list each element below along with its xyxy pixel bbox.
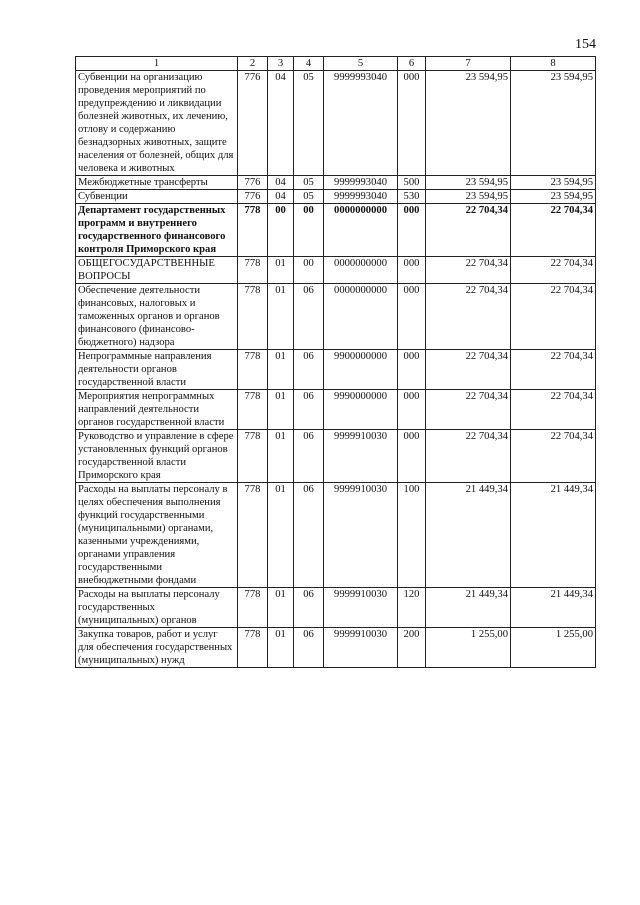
- row-amount-col7: 1 255,00: [426, 628, 511, 668]
- row-ministry-code: 778: [238, 628, 268, 668]
- row-name: Расходы на выплаты персоналу государственных (муниципальных) органов: [76, 588, 238, 628]
- row-ministry-code: 778: [238, 483, 268, 588]
- row-name: Обеспечение деятельности финансовых, налоговых и таможенных органов и органов финансового (финансово-бюджетного) надзора: [76, 284, 238, 350]
- header-cell-2: 2: [238, 57, 268, 71]
- header-cell-6: 6: [398, 57, 426, 71]
- header-cell-8: 8: [511, 57, 596, 71]
- row-target-code: 9999993040: [324, 71, 398, 176]
- row-subsection-code: 05: [294, 176, 324, 190]
- row-expense-type: 000: [398, 390, 426, 430]
- row-subsection-code: 00: [294, 204, 324, 257]
- row-expense-type: 000: [398, 284, 426, 350]
- row-subsection-code: 06: [294, 588, 324, 628]
- table-row: [76, 390, 596, 430]
- table-row: [76, 190, 596, 204]
- row-amount-col8: 1 255,00: [511, 628, 596, 668]
- row-section-code: 01: [268, 257, 294, 284]
- row-expense-type: 200: [398, 628, 426, 668]
- row-subsection-code: 00: [294, 257, 324, 284]
- header-cell-4: 4: [294, 57, 324, 71]
- row-expense-type: 530: [398, 190, 426, 204]
- row-expense-type: 100: [398, 483, 426, 588]
- row-section-code: 01: [268, 284, 294, 350]
- row-ministry-code: 778: [238, 284, 268, 350]
- row-amount-col7: 22 704,34: [426, 204, 511, 257]
- row-amount-col8: 22 704,34: [511, 350, 596, 390]
- row-ministry-code: 778: [238, 204, 268, 257]
- row-name: ОБЩЕГОСУДАРСТВЕННЫЕ ВОПРОСЫ: [76, 257, 238, 284]
- header-cell-5: 5: [324, 57, 398, 71]
- row-name: Руководство и управление в сфере установленных функций органов государственной власти Приморского края: [76, 430, 238, 483]
- row-amount-col7: 22 704,34: [426, 430, 511, 483]
- row-amount-col8: 23 594,95: [511, 71, 596, 176]
- row-section-code: 00: [268, 204, 294, 257]
- row-subsection-code: 06: [294, 483, 324, 588]
- table-row: [76, 257, 596, 284]
- row-name: Субвенции: [76, 190, 238, 204]
- row-amount-col7: 23 594,95: [426, 190, 511, 204]
- row-target-code: 9999993040: [324, 190, 398, 204]
- table-row: [76, 350, 596, 390]
- row-section-code: 01: [268, 430, 294, 483]
- row-amount-col7: 22 704,34: [426, 350, 511, 390]
- row-section-code: 04: [268, 71, 294, 176]
- table-row: [76, 628, 596, 668]
- row-section-code: 01: [268, 390, 294, 430]
- row-amount-col7: 23 594,95: [426, 71, 511, 176]
- header-cell-3: 3: [268, 57, 294, 71]
- row-amount-col8: 23 594,95: [511, 190, 596, 204]
- row-section-code: 01: [268, 628, 294, 668]
- row-amount-col7: 22 704,34: [426, 257, 511, 284]
- row-target-code: 9999910030: [324, 483, 398, 588]
- row-ministry-code: 778: [238, 588, 268, 628]
- row-amount-col8: 22 704,34: [511, 204, 596, 257]
- row-subsection-code: 05: [294, 190, 324, 204]
- row-ministry-code: 778: [238, 350, 268, 390]
- row-name: Непрограммные направления деятельности органов государственной власти: [76, 350, 238, 390]
- table-row: [76, 204, 596, 257]
- row-target-code: 0000000000: [324, 257, 398, 284]
- row-amount-col7: 22 704,34: [426, 390, 511, 430]
- row-subsection-code: 06: [294, 390, 324, 430]
- row-section-code: 04: [268, 176, 294, 190]
- row-name: Расходы на выплаты персоналу в целях обеспечения выполнения функций государственными (муниципальными) органами, казенными учреждениями, органами управления государственными внебюджетными фондами: [76, 483, 238, 588]
- header-cell-7: 7: [426, 57, 511, 71]
- row-target-code: 9999910030: [324, 430, 398, 483]
- row-section-code: 04: [268, 190, 294, 204]
- table-row: [76, 71, 596, 176]
- table-row: [76, 176, 596, 190]
- row-amount-col7: 22 704,34: [426, 284, 511, 350]
- row-name: Межбюджетные трансферты: [76, 176, 238, 190]
- row-amount-col8: 22 704,34: [511, 284, 596, 350]
- row-amount-col8: 22 704,34: [511, 257, 596, 284]
- row-amount-col8: 23 594,95: [511, 176, 596, 190]
- table-row: [76, 588, 596, 628]
- row-target-code: 0000000000: [324, 284, 398, 350]
- row-ministry-code: 776: [238, 71, 268, 176]
- row-name: Субвенции на организацию проведения мероприятий по предупреждению и ликвидации болезней животных, их лечению, отлову и содержанию безнадзорных животных, защите населения от болезней, общих для человека и животных: [76, 71, 238, 176]
- row-subsection-code: 06: [294, 284, 324, 350]
- table-body: [76, 71, 596, 668]
- row-ministry-code: 778: [238, 430, 268, 483]
- row-amount-col8: 21 449,34: [511, 588, 596, 628]
- row-subsection-code: 05: [294, 71, 324, 176]
- row-target-code: 0000000000: [324, 204, 398, 257]
- table-row: [76, 284, 596, 350]
- row-ministry-code: 776: [238, 190, 268, 204]
- row-section-code: 01: [268, 588, 294, 628]
- row-expense-type: 000: [398, 350, 426, 390]
- table-row: [76, 483, 596, 588]
- row-expense-type: 000: [398, 430, 426, 483]
- row-subsection-code: 06: [294, 628, 324, 668]
- row-expense-type: 500: [398, 176, 426, 190]
- row-amount-col8: 22 704,34: [511, 390, 596, 430]
- row-amount-col8: 22 704,34: [511, 430, 596, 483]
- row-target-code: 9999910030: [324, 588, 398, 628]
- header-row: [76, 57, 596, 71]
- row-target-code: 9900000000: [324, 350, 398, 390]
- page-number: 154: [575, 37, 596, 52]
- row-ministry-code: 776: [238, 176, 268, 190]
- row-name: Мероприятия непрограммных направлений деятельности органов государственной власти: [76, 390, 238, 430]
- row-target-code: 9990000000: [324, 390, 398, 430]
- row-name: Закупка товаров, работ и услуг для обеспечения государственных (муниципальных) нужд: [76, 628, 238, 668]
- row-target-code: 9999993040: [324, 176, 398, 190]
- row-amount-col8: 21 449,34: [511, 483, 596, 588]
- row-subsection-code: 06: [294, 350, 324, 390]
- budget-table: [75, 56, 596, 668]
- table-row: [76, 430, 596, 483]
- row-target-code: 9999910030: [324, 628, 398, 668]
- row-amount-col7: 21 449,34: [426, 588, 511, 628]
- row-expense-type: 000: [398, 204, 426, 257]
- row-ministry-code: 778: [238, 257, 268, 284]
- header-cell-1: 1: [76, 57, 238, 71]
- row-name: Департамент государственных программ и внутреннего государственного финансового контроля Приморского края: [76, 204, 238, 257]
- row-expense-type: 120: [398, 588, 426, 628]
- row-expense-type: 000: [398, 71, 426, 176]
- row-section-code: 01: [268, 350, 294, 390]
- row-expense-type: 000: [398, 257, 426, 284]
- row-subsection-code: 06: [294, 430, 324, 483]
- table-header: [76, 57, 596, 71]
- row-amount-col7: 21 449,34: [426, 483, 511, 588]
- row-amount-col7: 23 594,95: [426, 176, 511, 190]
- row-section-code: 01: [268, 483, 294, 588]
- row-ministry-code: 778: [238, 390, 268, 430]
